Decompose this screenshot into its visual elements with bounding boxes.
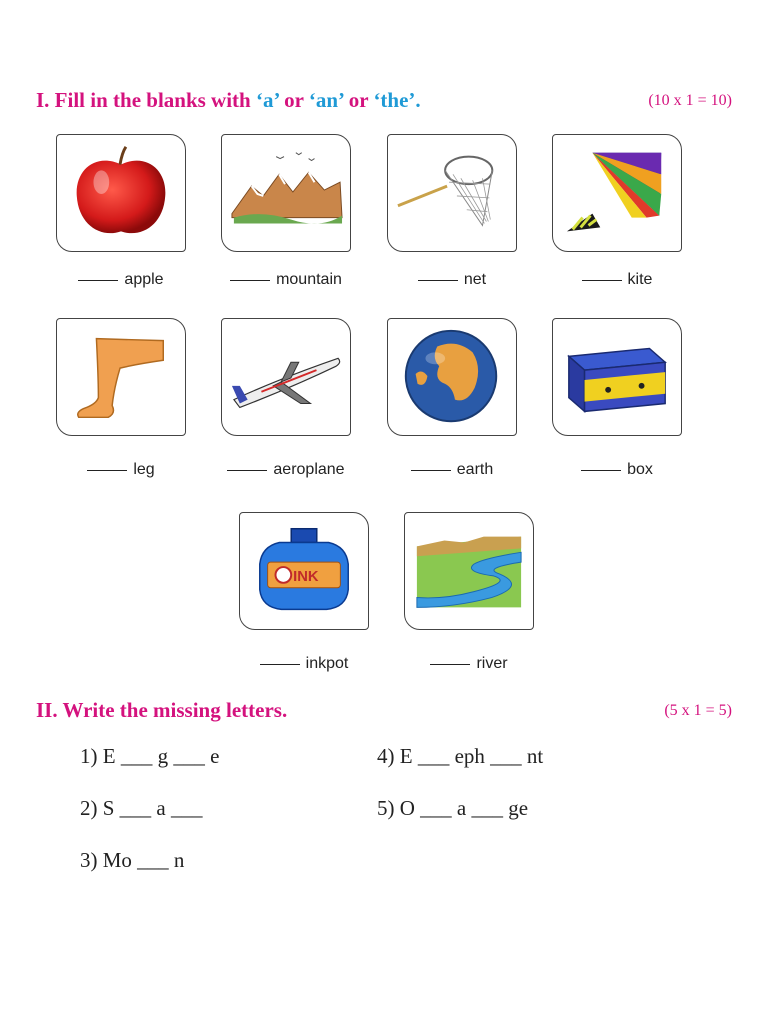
card-river (404, 512, 534, 630)
label-leg (51, 461, 191, 479)
blank[interactable] (260, 664, 300, 665)
card-inkpot (239, 512, 369, 630)
word: mountain (276, 271, 342, 288)
question-1[interactable]: 1) E ___ g ___ e (80, 744, 220, 768)
card-apple (56, 134, 186, 252)
word: kite (627, 271, 653, 288)
blank[interactable] (582, 280, 622, 281)
blank[interactable] (418, 280, 458, 281)
word: net (463, 271, 487, 288)
label-aeroplane (216, 461, 356, 479)
word: apple (124, 271, 164, 288)
blank[interactable] (227, 470, 267, 471)
word: river (476, 655, 508, 672)
label-inkpot (234, 655, 374, 673)
section-1-heading (36, 88, 421, 113)
earth-icon (388, 319, 516, 435)
heading-text: I. Fill in the blanks with (36, 88, 256, 112)
inkpot-icon (240, 513, 368, 629)
river-icon (405, 513, 533, 629)
section-1-marks: (10 x 1 = 10) (648, 92, 732, 109)
blank[interactable] (581, 470, 621, 471)
aeroplane-icon (222, 319, 350, 435)
section-2-marks: (5 x 1 = 5) (664, 702, 732, 719)
label-box (547, 461, 687, 479)
card-box (552, 318, 682, 436)
or-text: or (278, 88, 309, 112)
leg-icon (57, 319, 185, 435)
card-net (387, 134, 517, 252)
kite-icon (553, 135, 681, 251)
blank[interactable] (430, 664, 470, 665)
mountain-icon (222, 135, 350, 251)
option-an: ‘an’ (308, 88, 344, 112)
card-kite (552, 134, 682, 252)
section-2-heading: II. Write the missing letters. (36, 698, 288, 722)
question-4[interactable]: 4) E ___ eph ___ nt (377, 744, 544, 768)
box-icon (553, 319, 681, 435)
label-mountain (216, 271, 356, 289)
or-text: or (343, 88, 374, 112)
word: inkpot (305, 655, 349, 672)
apple-icon (57, 135, 185, 251)
blank[interactable] (87, 470, 127, 471)
word: box (627, 461, 653, 478)
label-earth (382, 461, 522, 479)
card-mountain (221, 134, 351, 252)
word: aeroplane (273, 461, 345, 478)
question-3[interactable]: 3) Mo ___ n (80, 848, 185, 872)
label-kite (547, 271, 687, 289)
blank[interactable] (230, 280, 270, 281)
net-icon (388, 135, 516, 251)
word: earth (456, 461, 494, 478)
card-leg (56, 318, 186, 436)
label-net (382, 271, 522, 289)
option-a: ‘a’ (255, 88, 279, 112)
word: leg (133, 461, 155, 478)
blank[interactable] (78, 280, 118, 281)
label-river (399, 655, 539, 673)
blank[interactable] (411, 470, 451, 471)
card-aeroplane (221, 318, 351, 436)
question-2[interactable]: 2) S ___ a ___ (80, 796, 203, 820)
ink-label: INK (293, 568, 319, 585)
card-earth (387, 318, 517, 436)
question-5[interactable]: 5) O ___ a ___ ge (377, 796, 529, 820)
option-the: ‘the’. (373, 88, 421, 112)
label-apple (51, 271, 191, 289)
